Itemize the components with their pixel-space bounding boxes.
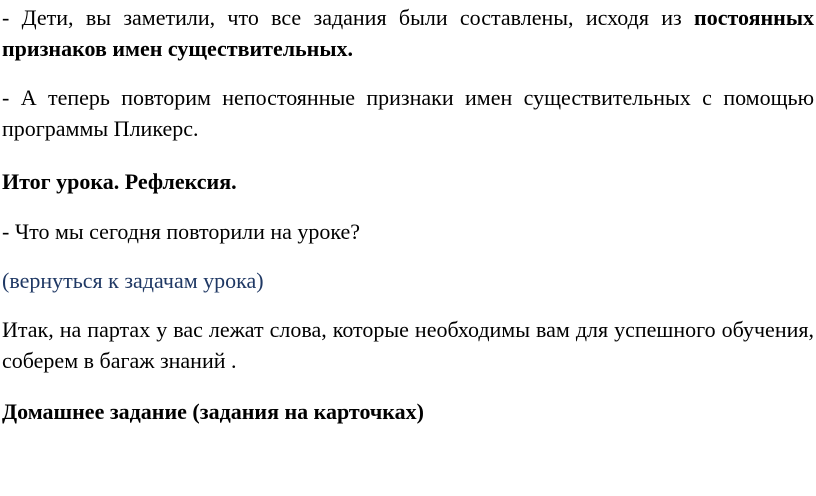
back-to-tasks-link[interactable]: (вернуться к задачам урока) <box>2 268 264 293</box>
paragraph-intro-bold: постоянных признаков имен существительных. <box>2 5 814 61</box>
paragraph-intro-text: - Дети, вы заметили, что все задания были составлены, исходя из <box>2 5 695 30</box>
heading-homework: Домашнее задание (задания на карточках) <box>2 399 424 424</box>
paragraph-plickers: - А теперь повторим непостоянные признаки имен существительных с помощью программы Пликерс. <box>2 85 814 141</box>
heading-lesson-summary: Итог урока. Рефлексия. <box>2 169 237 194</box>
question-text: - Что мы сегодня повторили на уроке? <box>2 219 361 244</box>
paragraph-intro <box>2 2 814 64</box>
paragraph-words-on-desks: Итак, на партах у вас лежат слова, которые необходимы вам для успешного обучения, соберем в багаж знаний . <box>2 317 814 373</box>
